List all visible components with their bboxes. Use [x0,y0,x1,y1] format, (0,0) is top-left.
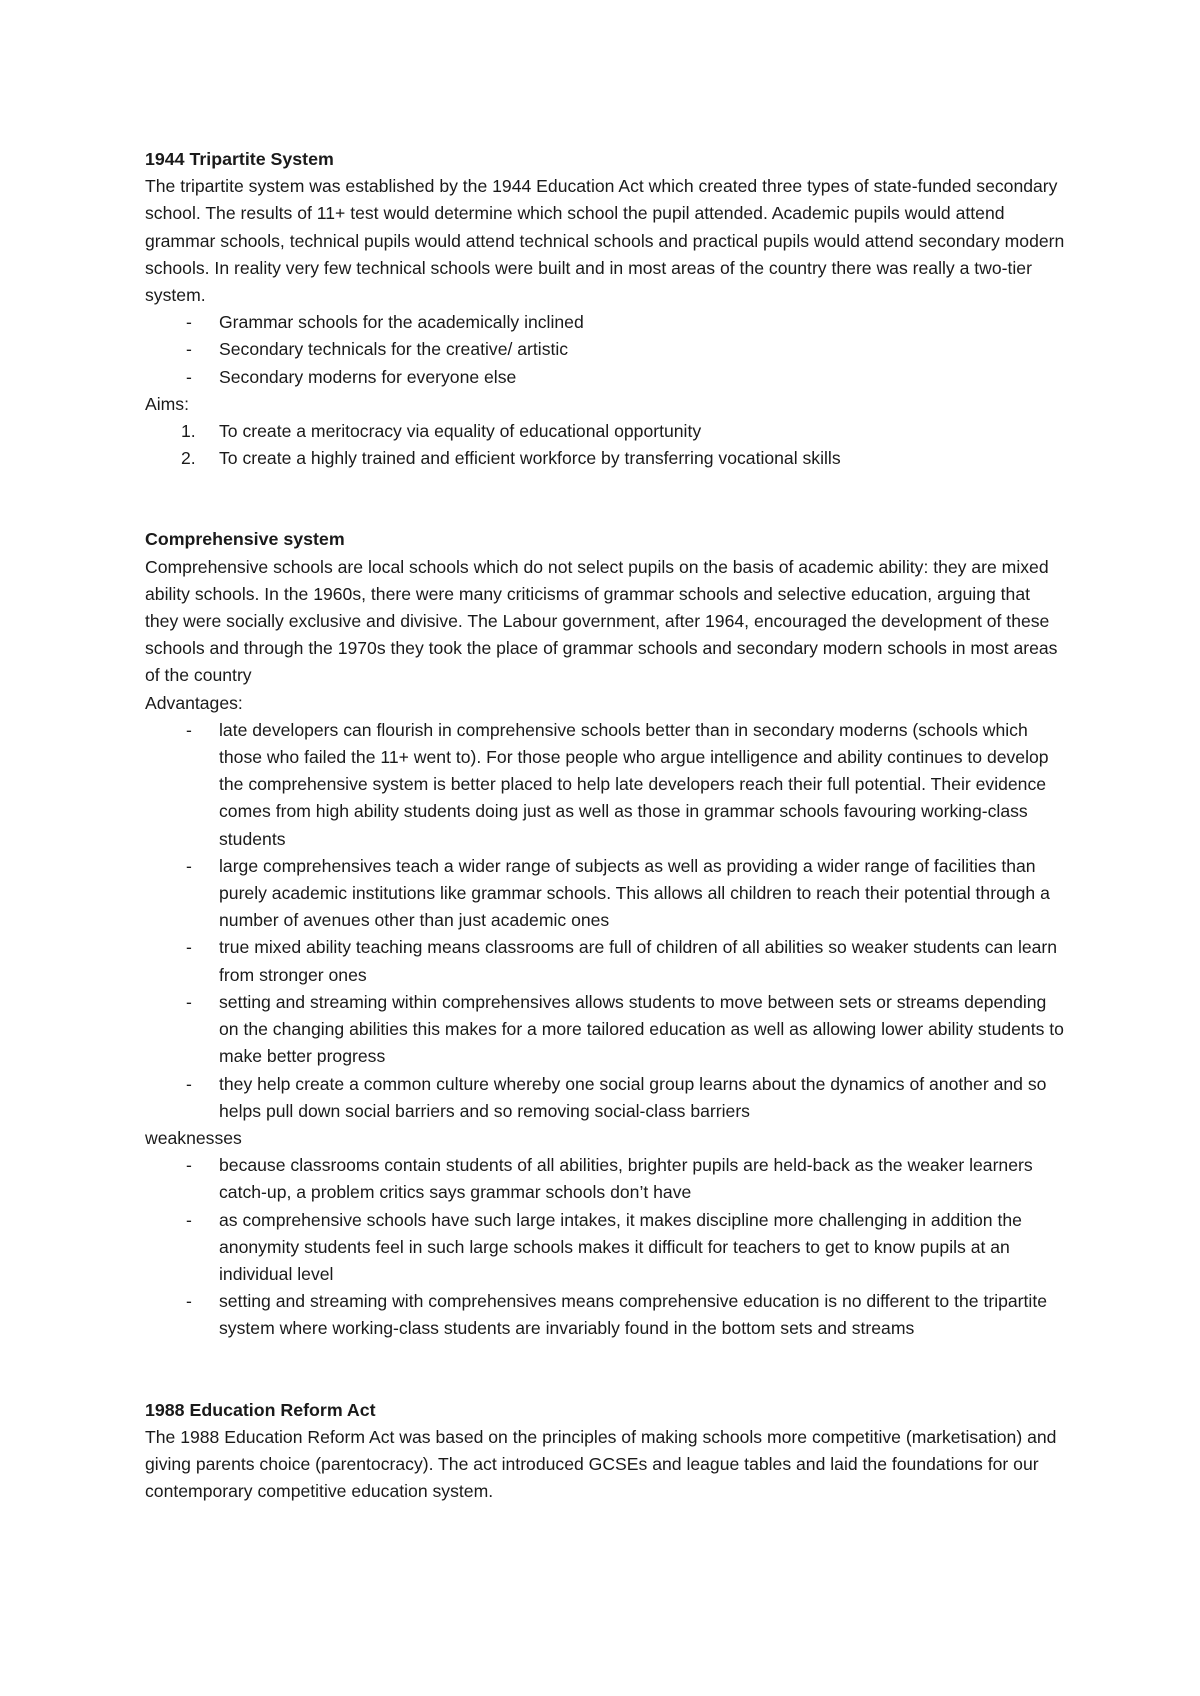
advantages-list [145,717,1065,1125]
list-item: - Grammar schools for the academically inclined [145,309,1065,336]
list-item: - Secondary moderns for everyone else [145,364,1065,391]
dash-marker: - [186,339,192,360]
dash-marker: - [186,366,192,387]
list-item: - large comprehensives teach a wider range of subjects as well as providing a wider range of facilities than purely academic institutions like grammar schools. This allows all children to reach their potential through a number of avenues other than just academic ones [145,853,1065,935]
dash-marker: - [186,312,192,333]
section-heading: 1988 Education Reform Act [145,1399,376,1420]
list-item: - Secondary technicals for the creative/ artistic [145,336,1065,363]
dash-marker: - [186,1291,192,1312]
weaknesses-label: weaknesses [145,1127,242,1148]
list-item: - as comprehensive schools have such large intakes, it makes discipline more challenging in addition the anonymity students feel in such large schools makes it difficult for teachers to get to know pupils at an individual level [145,1207,1065,1289]
bullet-list [145,309,1065,391]
weaknesses-list [145,1152,1065,1342]
section-paragraph: The 1988 Education Reform Act was based on the principles of making schools more competitive (marketisation) and giving parents choice (parentocracy). The act introduced GCSEs and league tables and laid the foundations for our contemporary competitive education system. [145,1426,1057,1502]
section-paragraph: The tripartite system was established by the 1944 Education Act which created three types of state-funded secondary school. The results of 11+ test would determine which school the pupil attended. Academic pupils would attend grammar schools, technical pupils would attend technical schools and practical pupils would attend secondary modern schools. In reality very few technical schools were built and in most areas of the country there was really a two-tier system. [145,176,1065,306]
section-heading: Comprehensive system [145,529,345,550]
list-item: - late developers can flourish in comprehensive schools better than in secondary moderns (schools which those who failed the 11+ went to). For those people who argue intelligence and ability continues to develop the comprehensive system is better placed to help late developers reach their full potential. Their evidence comes from high ability students doing just as well as those in grammar schools favouring working-class students [145,717,1065,853]
number-marker: 1. [181,421,196,442]
number-marker: 2. [181,448,196,469]
list-item: 2. To create a highly trained and efficient workforce by transferring vocational skills [145,445,1065,472]
dash-marker: - [186,1073,192,1094]
dash-marker: - [186,855,192,876]
dash-marker: - [186,991,192,1012]
list-item: - because classrooms contain students of all abilities, brighter pupils are held-back as the weaker learners catch-up, a problem critics says grammar schools don’t have [145,1152,1065,1206]
dash-marker: - [186,937,192,958]
section-tripartite [145,146,1065,472]
section-spacer [145,472,1065,526]
list-item: 1. To create a meritocracy via equality of educational opportunity [145,418,1065,445]
aims-label: Aims: [145,393,189,414]
section-spacer [145,1343,1065,1397]
document-page [145,146,1065,1505]
section-reform-act [145,1397,1065,1506]
section-comprehensive [145,526,1065,1342]
list-item: - setting and streaming within comprehensives allows students to move between sets or streams depending on the changing abilities this makes for a more tailored education as well as allowing lower ability students to make better progress [145,989,1065,1071]
dash-marker: - [186,1209,192,1230]
section-heading: 1944 Tripartite System [145,149,334,169]
dash-marker: - [186,1155,192,1176]
list-item: - setting and streaming with comprehensives means comprehensive education is no different to the tripartite system where working-class students are invariably found in the bottom sets and streams [145,1288,1065,1342]
dash-marker: - [186,719,192,740]
list-item: - true mixed ability teaching means classrooms are full of children of all abilities so weaker students can learn from stronger ones [145,934,1065,988]
section-paragraph: Comprehensive schools are local schools which do not select pupils on the basis of academic ability: they are mixed ability schools. In the 1960s, there were many criticisms of grammar schools and selective education, arguing that they were socially exclusive and divisive. The Labour government, after 1964, encouraged the development of these schools and through the 1970s they took the place of grammar schools and secondary modern schools in most areas of the country [145,556,1058,686]
advantages-label: Advantages: [145,692,243,713]
aims-list [145,418,1065,472]
list-item: - they help create a common culture whereby one social group learns about the dynamics of another and so helps pull down social barriers and so removing social-class barriers [145,1071,1065,1125]
